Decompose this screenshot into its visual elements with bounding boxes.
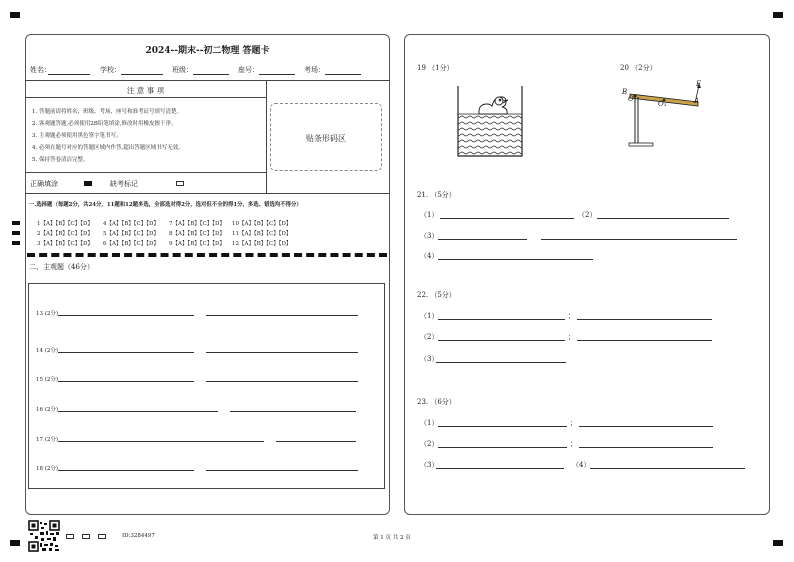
semicolon: ； <box>570 419 577 427</box>
field-seat-label: 座号： <box>238 66 259 74</box>
answer-line[interactable] <box>438 447 567 448</box>
label-B: B <box>622 88 628 96</box>
mcq-item[interactable]: 4【A】【B】【C】【D】 <box>103 221 159 227</box>
q23-part-3: （3） <box>420 461 439 469</box>
timing-mark-left-1 <box>12 221 20 225</box>
q23-part-2: （2） <box>420 440 439 448</box>
q22-part-1: （1） <box>420 312 439 320</box>
answer-line[interactable] <box>438 239 527 240</box>
q21-part-3: （3） <box>420 232 439 240</box>
label-O: O <box>628 95 634 103</box>
answer-line[interactable] <box>438 340 565 341</box>
question-21-label: 21. （5分） <box>417 191 456 199</box>
question-18-label: 18 (2分) <box>36 466 59 472</box>
answer-line[interactable] <box>597 218 729 219</box>
answer-line[interactable] <box>230 411 356 412</box>
timing-mark-left-3 <box>12 241 20 245</box>
field-name-label: 姓名： <box>30 66 51 74</box>
label-A: A <box>694 97 700 105</box>
timing-mark-top-right <box>773 12 783 18</box>
footer-page-number: 第 1 页 共 2 页 <box>373 535 411 541</box>
notice-divider-vertical <box>266 80 267 194</box>
lever-figure <box>618 80 706 150</box>
duck-icon <box>479 97 508 114</box>
barcode-label: 贴条形码区 <box>306 134 346 143</box>
absent-label: 缺考标记 <box>110 180 138 188</box>
mcq-item[interactable]: 5【A】【B】【C】【D】 <box>103 231 159 237</box>
field-seat-line[interactable] <box>259 74 295 75</box>
mcq-item[interactable]: 9【A】【B】【C】【D】 <box>169 241 225 247</box>
mcq-item[interactable]: 1【A】【B】【C】【D】 <box>37 221 93 227</box>
field-school-line[interactable] <box>121 74 163 75</box>
subjective-answer-box <box>28 283 385 489</box>
mcq-item[interactable]: 6【A】【B】【C】【D】 <box>103 241 159 247</box>
label-O1: O₁ <box>658 100 667 108</box>
absent-checkbox[interactable] <box>176 181 184 186</box>
notice-divider-bottom <box>25 172 266 173</box>
answer-line[interactable] <box>579 426 713 427</box>
field-class-label: 班级： <box>172 66 193 74</box>
question-22-label: 22. （5分） <box>417 291 456 299</box>
answer-line[interactable] <box>577 319 712 320</box>
label-F: F <box>696 80 701 88</box>
timing-mark-left-2 <box>12 231 20 235</box>
notice-item: 1. 答题前请将姓名、班级、考场、座号和准考证号填写清楚。 <box>32 109 182 115</box>
q21-part-1: （1） <box>420 211 439 219</box>
section-separator <box>27 253 387 257</box>
q23-part-1: （1） <box>420 419 439 427</box>
answer-line[interactable] <box>579 447 713 448</box>
answer-line[interactable] <box>438 319 565 320</box>
q23-part-4: （4） <box>572 461 591 469</box>
answer-line[interactable] <box>206 470 358 471</box>
answer-line[interactable] <box>541 239 737 240</box>
correct-fill-sample <box>84 181 92 186</box>
q22-part-2: （2） <box>420 333 439 341</box>
field-room-label: 考场： <box>304 66 325 74</box>
mcq-item[interactable]: 3【A】【B】【C】【D】 <box>37 241 93 247</box>
notice-item: 2. 客观题答题,必须使用2B铅笔填涂,修改时用橡皮擦干净。 <box>32 121 177 127</box>
answer-line[interactable] <box>276 441 356 442</box>
footer-box-1 <box>66 534 74 539</box>
question-13-label: 13 (2分) <box>36 311 59 317</box>
q22-part-3: （3） <box>420 355 439 363</box>
mcq-item[interactable]: 10【A】【B】【C】【D】 <box>232 221 292 227</box>
question-19-label: 19 （1分） <box>417 64 454 72</box>
answer-line[interactable] <box>206 352 358 353</box>
beaker-figure <box>452 84 528 160</box>
semicolon: ； <box>570 440 577 448</box>
question-23-label: 23. （6分） <box>417 398 456 406</box>
answer-line[interactable] <box>206 315 358 316</box>
answer-line[interactable] <box>436 468 564 469</box>
timing-mark-bottom-left <box>10 540 20 546</box>
timing-mark-bottom-right <box>773 540 783 546</box>
mcq-heading: 一.选择题（每题2分，共24分，11题和12题多选，全部选对得2分，选对但不全的得1分，多选、错选均不得分） <box>29 202 302 208</box>
answer-line[interactable] <box>436 362 566 363</box>
question-14-label: 14 (2分) <box>36 348 59 354</box>
field-school-label: 学校： <box>100 66 121 74</box>
answer-line[interactable] <box>440 218 574 219</box>
notice-divider-title <box>25 97 266 98</box>
semicolon: ； <box>568 333 575 341</box>
mcq-item[interactable]: 8【A】【B】【C】【D】 <box>169 231 225 237</box>
answer-line[interactable] <box>58 381 194 382</box>
timing-mark-top-left <box>10 12 20 18</box>
mcq-item[interactable]: 7【A】【B】【C】【D】 <box>169 221 225 227</box>
subjective-heading: 二、主观题（46分） <box>29 263 94 271</box>
footer-id: ID:3284497 <box>122 533 155 539</box>
answer-line[interactable] <box>577 340 712 341</box>
q21-part-2: （2） <box>578 211 597 219</box>
q21-part-4: （4） <box>420 252 439 260</box>
answer-line[interactable] <box>58 352 194 353</box>
correct-fill-label: 正确填涂 <box>30 180 58 188</box>
question-15-label: 15 (2分) <box>36 377 59 383</box>
answer-line[interactable] <box>58 441 264 442</box>
footer-box-2 <box>82 534 90 539</box>
semicolon: ； <box>568 312 575 320</box>
answer-line[interactable] <box>438 426 567 427</box>
footer-box-3 <box>98 534 106 539</box>
notice-item: 4. 必须在题号对应的答题区域内作答,超出答题区域书写无效。 <box>32 145 184 151</box>
question-20-label: 20 （2分） <box>620 64 657 72</box>
answer-line[interactable] <box>438 259 593 260</box>
field-class-line[interactable] <box>193 74 229 75</box>
answer-line[interactable] <box>58 411 218 412</box>
field-room-line[interactable] <box>325 74 361 75</box>
question-17-label: 17 (2分) <box>36 437 59 443</box>
question-16-label: 16 (2分) <box>36 407 59 413</box>
answer-line[interactable] <box>58 315 194 316</box>
field-name-line[interactable] <box>48 74 90 75</box>
answer-line[interactable] <box>590 468 745 469</box>
notice-item: 5. 保持答卷清洁完整。 <box>32 157 89 163</box>
mcq-item[interactable]: 12【A】【B】【C】【D】 <box>232 241 292 247</box>
notice-title: 注 意 事 项 <box>126 86 165 95</box>
answer-line[interactable] <box>58 470 194 471</box>
notice-item: 3. 主观题必须使用黑色签字笔书写。 <box>32 133 122 139</box>
page-title: 2024--期末--初二物理 答题卡 <box>145 46 270 56</box>
mcq-item[interactable]: 2【A】【B】【C】【D】 <box>37 231 93 237</box>
answer-line[interactable] <box>206 381 358 382</box>
qr-code-icon <box>28 520 60 552</box>
mcq-item[interactable]: 11【A】【B】【C】【D】 <box>232 231 292 237</box>
